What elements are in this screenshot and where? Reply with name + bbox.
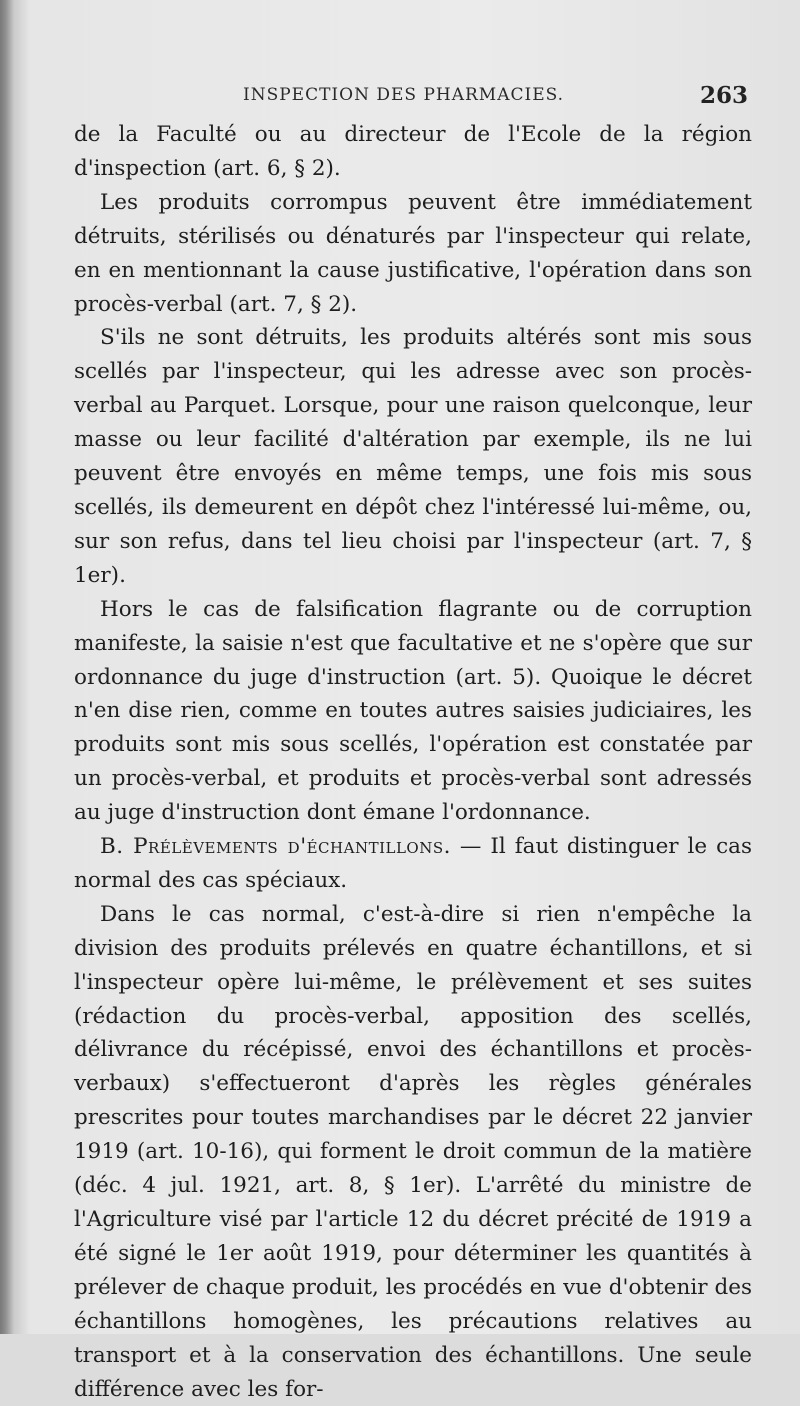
running-title: INSPECTION DES PHARMACIES.: [243, 85, 565, 105]
paragraph-text: Dans le cas normal, c'est-à-dire si rien n'empêche la division des produits prélevés en quatre échantillons, et si l'inspecteur opère lui-même, le prélèvement et ses suites (rédaction du procès-verbal, apposition des scellés, délivrance du récépissé, envoi des échantillons et procès-verbaux) s'effectueront d'après les règles générales prescrites pour toutes marchandises par le décret 22 janvier 1919 (art. 10-16), qui forment le droit commun de la matière (déc. 4 jul. 1921, art. 8, § 1er). L'arrêté du ministre de l'Agriculture visé par l'article 12 du décret précité de 1919 a été signé le 1er août 1919, pour déterminer les quantités à prélever de chaque produit, les procédés en vue d'obtenir des échantillons homogènes, les précautions relatives au transport et à la conservation des échantillons. Une seule différence avec les for-: [74, 901, 752, 1402]
page-number: 263: [700, 82, 749, 109]
paragraph-text: Les produits corrompus peuvent être immédiatement détruits, stérilisés ou dénaturés par l'inspecteur qui relate, en en mentionnant la cause justificative, l'opération dans son procès-verbal (art. 7, § 2).: [74, 189, 752, 317]
paragraph-sampling-heading: [74, 830, 752, 898]
section-heading: B. Prélèvements d'échantillons.: [100, 834, 451, 860]
paragraph-text: S'ils ne sont détruits, les produits altérés sont mis sous scellés par l'inspecteur, qui les adresse avec son procès-verbal au Parquet. Lorsque, pour une raison quelconque, leur masse ou leur facilité d'altération par exemple, ils ne lui peuvent être envoyés en même temps, une fois mis sous scellés, ils demeurent en dépôt chez l'intéressé lui-même, ou, sur son refus, dans tel lieu choisi par l'inspecteur (art. 7, § 1er).: [74, 325, 752, 588]
paragraph-seizure: [74, 593, 752, 830]
paragraph-normal-case: [74, 898, 752, 1406]
body-text: [74, 118, 752, 1406]
paragraph-text: Hors le cas de falsification flagrante ou de corruption manifeste, la saisie n'est que facultative et ne s'opère que sur ordonnance du juge d'instruction (art. 5). Quoique le décret n'en dise rien, comme en toutes autres saisies judiciaires, les produits sont mis sous scellés, l'opération est constatée par un procès-verbal, et produits et procès-verbal sont adressés au juge d'instruction dont émane l'ordonnance.: [74, 596, 752, 826]
paragraph-text: — Il faut distinguer le cas normal des cas spéciaux.: [74, 834, 752, 893]
paragraph-text: de la Faculté ou au directeur de l'Ecole de la région d'inspection (art. 6, § 2).: [74, 122, 752, 181]
running-head: [0, 82, 800, 115]
paragraph-continuation: [74, 118, 752, 186]
paragraph-sealed-products: [74, 321, 752, 592]
paragraph-corrupted-products: [74, 186, 752, 322]
